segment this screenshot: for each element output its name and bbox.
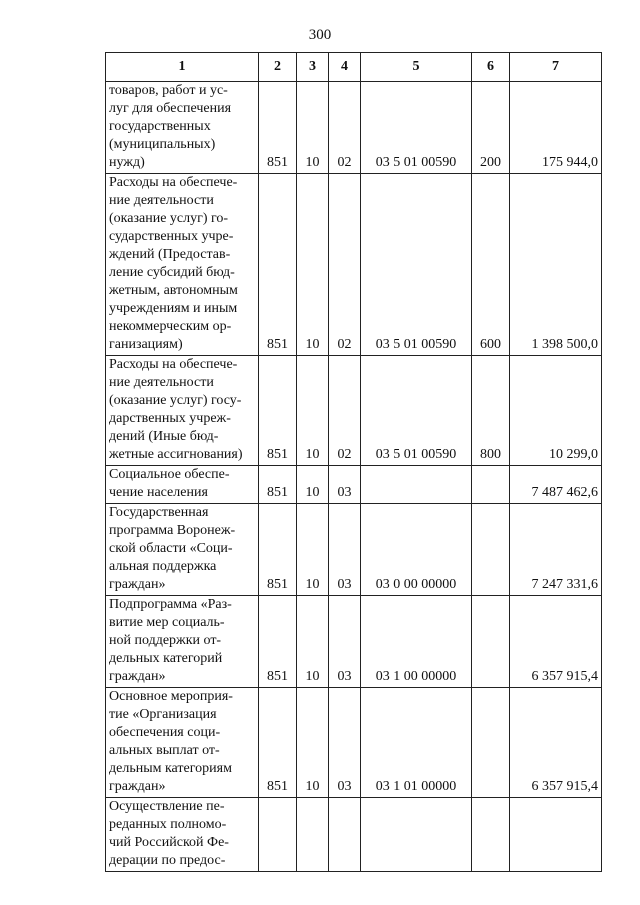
row-col-3: 10 [297, 596, 329, 688]
table-row [106, 798, 602, 872]
row-col-6: 200 [472, 82, 510, 174]
row-col-3: 10 [297, 82, 329, 174]
row-name: Осуществление пе- реданных полномо- чий Российской Фе- дерации по предос- [106, 798, 259, 872]
header-col-4: 4 [329, 53, 361, 82]
header-row [106, 53, 602, 82]
row-col-7 [510, 798, 602, 872]
budget-table [105, 52, 602, 872]
table-row [106, 504, 602, 596]
row-col-5: 03 1 00 00000 [361, 596, 472, 688]
row-col-2: 851 [259, 504, 297, 596]
row-name: товаров, работ и ус- луг для обеспечения государственных (муниципальных) нужд) [106, 82, 259, 174]
row-col-2 [259, 798, 297, 872]
row-name: Подпрограмма «Раз- витие мер социаль- ной поддержки от- дельных категорий граждан» [106, 596, 259, 688]
row-col-4 [329, 798, 361, 872]
row-col-5: 03 5 01 00590 [361, 82, 472, 174]
row-col-6: 800 [472, 356, 510, 466]
header-col-5: 5 [361, 53, 472, 82]
row-col-5: 03 5 01 00590 [361, 174, 472, 356]
page-number: 300 [308, 27, 332, 43]
row-name: Социальное обеспе- чение населения [106, 466, 259, 504]
row-col-3: 10 [297, 466, 329, 504]
row-col-6 [472, 504, 510, 596]
row-col-4: 03 [329, 688, 361, 798]
row-col-5 [361, 798, 472, 872]
row-col-2: 851 [259, 82, 297, 174]
row-col-3 [297, 798, 329, 872]
row-col-2: 851 [259, 466, 297, 504]
table-row [106, 356, 602, 466]
table-row [106, 82, 602, 174]
header-col-7: 7 [510, 53, 602, 82]
header-col-1: 1 [106, 53, 259, 82]
row-col-5 [361, 466, 472, 504]
row-col-6 [472, 596, 510, 688]
row-name: Основное мероприя- тие «Организация обеспечения соци- альных выплат от- дельным категориям граждан» [106, 688, 259, 798]
row-col-7: 10 299,0 [510, 356, 602, 466]
row-col-6: 600 [472, 174, 510, 356]
row-col-5: 03 1 01 00000 [361, 688, 472, 798]
table-row [106, 174, 602, 356]
row-col-5: 03 5 01 00590 [361, 356, 472, 466]
row-col-5: 03 0 00 00000 [361, 504, 472, 596]
row-col-7: 7 487 462,6 [510, 466, 602, 504]
row-col-4: 03 [329, 596, 361, 688]
row-col-7: 6 357 915,4 [510, 688, 602, 798]
row-col-4: 02 [329, 356, 361, 466]
row-col-2: 851 [259, 356, 297, 466]
row-col-3: 10 [297, 174, 329, 356]
row-col-7: 1 398 500,0 [510, 174, 602, 356]
table-row [106, 596, 602, 688]
row-col-7: 7 247 331,6 [510, 504, 602, 596]
row-col-3: 10 [297, 504, 329, 596]
row-name: Расходы на обеспече- ние деятельности (оказание услуг) госу- дарственных учреж- дений (Иные бюд- жетные ассигнования) [106, 356, 259, 466]
row-col-4: 03 [329, 504, 361, 596]
row-col-3: 10 [297, 356, 329, 466]
row-col-4: 03 [329, 466, 361, 504]
row-col-7: 6 357 915,4 [510, 596, 602, 688]
row-col-3: 10 [297, 688, 329, 798]
row-col-2: 851 [259, 596, 297, 688]
header-col-2: 2 [259, 53, 297, 82]
table-row [106, 466, 602, 504]
header-col-3: 3 [297, 53, 329, 82]
row-col-6 [472, 688, 510, 798]
table-row [106, 688, 602, 798]
row-col-4: 02 [329, 174, 361, 356]
row-col-6 [472, 798, 510, 872]
header-col-6: 6 [472, 53, 510, 82]
row-name: Расходы на обеспече- ние деятельности (оказание услуг) го- сударственных учре- ждений (Предостав- ление субсидий бюд- жетным, автономным учреждениям и иным некоммерческим ор- ганизациям) [106, 174, 259, 356]
row-col-6 [472, 466, 510, 504]
row-name: Государственная программа Воронеж- ской области «Соци- альная поддержка граждан» [106, 504, 259, 596]
row-col-2: 851 [259, 688, 297, 798]
row-col-2: 851 [259, 174, 297, 356]
row-col-7: 175 944,0 [510, 82, 602, 174]
row-col-4: 02 [329, 82, 361, 174]
